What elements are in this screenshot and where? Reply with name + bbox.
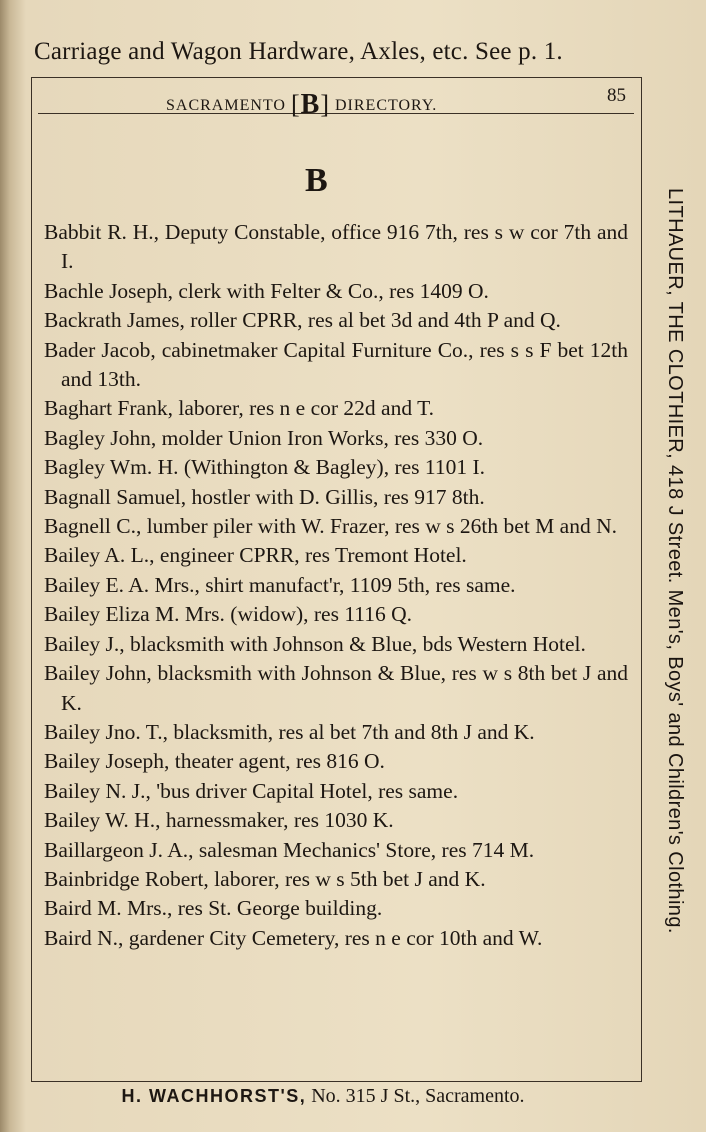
directory-entry: Bagley John, molder Union Iron Works, res 330 O. <box>44 425 484 450</box>
running-head-city: SACRAMENTO <box>166 97 286 114</box>
directory-entry: Baird N., gardener City Cemetery, res n e cor 10th and W. <box>44 925 543 950</box>
directory-entry: Bailey John, blacksmith with Johnson & Blue, res w s 8th bet J and K. <box>44 661 628 715</box>
running-head-title <box>166 86 437 118</box>
bottom-advertisement-address: No. 315 J St., Sacramento. <box>306 1085 525 1107</box>
page-number: 85 <box>607 85 626 106</box>
directory-entry: Bagnall Samuel, hostler with D. Gillis, res 917 8th. <box>44 484 485 509</box>
top-advertisement: Carriage and Wagon Hardware, Axles, etc. See p. 1. <box>34 38 563 65</box>
directory-entry: Bainbridge Robert, laborer, res w s 5th bet J and K. <box>44 866 486 891</box>
running-head-close-bracket: ] <box>320 90 330 119</box>
running-head-open-bracket: [ <box>290 90 301 119</box>
bottom-advertisement <box>0 1085 646 1108</box>
directory-entry: Bailey E. A. Mrs., shirt manufact'r, 1109 5th, res same. <box>44 572 516 597</box>
directory-entry: Bailey Jno. T., blacksmith, res al bet 7th and 8th J and K. <box>44 719 535 744</box>
side-advertisement: LITHAUER, THE CLOTHIER, 418 J Street. Men's, Boys' and Children's Clothing. <box>664 188 686 934</box>
directory-entry: Bailey A. L., engineer CPRR, res Tremont Hotel. <box>44 543 467 568</box>
directory-entry: Baillargeon J. A., salesman Mechanics' Store, res 714 M. <box>44 837 535 862</box>
directory-entry: Bagnell C., lumber piler with W. Frazer, res w s 26th bet M and N. <box>44 514 617 539</box>
section-letter: B <box>305 162 329 199</box>
running-head <box>38 83 634 120</box>
running-head-directory: DIRECTORY. <box>334 97 438 114</box>
directory-entry: Bachle Joseph, clerk with Felter & Co., res 1409 O. <box>44 278 489 303</box>
directory-entry: Bailey J., blacksmith with Johnson & Blue, bds Western Hotel. <box>44 631 586 656</box>
directory-entry: Backrath James, roller CPRR, res al bet 3d and 4th P and Q. <box>44 308 561 333</box>
directory-entry: Baghart Frank, laborer, res n e cor 22d and T. <box>44 396 434 421</box>
directory-entry: Bader Jacob, cabinetmaker Capital Furniture Co., res s s F bet 12th and 13th. <box>44 337 628 392</box>
directory-entry: Bailey N. J., 'bus driver Capital Hotel, res same. <box>44 778 459 803</box>
directory-entry: Bailey Eliza M. Mrs. (widow), res 1116 Q. <box>44 602 413 627</box>
directory-entry: Bailey Joseph, theater agent, res 816 O. <box>44 749 385 774</box>
bottom-advertisement-firm: H. WACHHORST'S, <box>121 1086 307 1106</box>
directory-entry: Bailey W. H., harnessmaker, res 1030 K. <box>44 808 394 833</box>
running-head-letter: B <box>300 89 321 120</box>
directory-entry: Baird M. Mrs., res St. George building. <box>44 896 383 921</box>
directory-entries <box>44 218 628 953</box>
directory-entry: Babbit R. H., Deputy Constable, office 916 7th, res s w cor 7th and I. <box>44 220 628 274</box>
directory-entry: Bagley Wm. H. (Withington & Bagley), res 1101 I. <box>44 455 486 480</box>
